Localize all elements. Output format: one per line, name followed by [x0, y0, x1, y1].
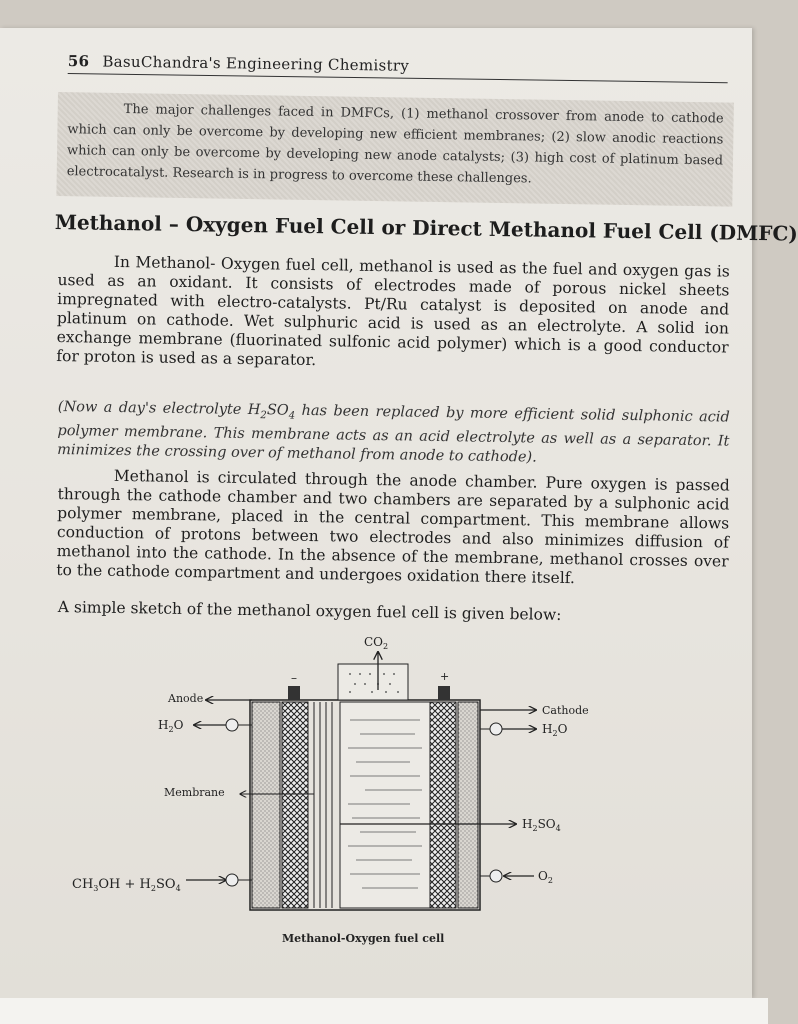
- section-title: Methanol – Oxygen Fuel Cell or Direct Methanol Fuel Cell (DMFC): [54, 210, 798, 246]
- co2-label: $CO_2$: [364, 635, 389, 651]
- h2so4-label: $H_2SO_4$: [522, 817, 561, 833]
- h2o-out-right-label: $H_2O$: [542, 722, 568, 738]
- right-outlet-port: [490, 723, 502, 735]
- paragraph-sketch-intro: A simple sketch of the methanol oxygen fuel cell is given below:: [57, 598, 562, 624]
- diagram-caption: Methanol-Oxygen fuel cell: [282, 932, 445, 945]
- challenges-note-text: The major challenges faced in DMFCs, (1) methanol crossover from anode to cathode which can only be overcome by developing new efficient membranes; (2) slow anodic reactions which can only be overcome by developing new anode catalysts; (3) high cost of platinum based electrocatalyst. Research is in progress to overcome these challenges.: [66, 102, 724, 187]
- anode-label: Anode: [168, 692, 204, 705]
- page-bottom-margin: [0, 998, 768, 1024]
- cathode-label: Cathode: [542, 704, 589, 717]
- oxygen-inlet-port: [490, 870, 502, 882]
- page-number: 56: [67, 52, 90, 71]
- negative-sign: –: [291, 671, 297, 685]
- paragraph-note-electrolyte: (Now a day's electrolyte $H_2SO_4$ has been replaced by more efficient solid sulphonic acid polymer membrane. This membrane acts as an acid electrolyte as well as a separator. It minimizes the crossing over of methanol from anode to cathode).: [57, 398, 730, 466]
- anode-compartment: [252, 702, 280, 908]
- book-title: BasuChandra's Engineering Chemistry: [102, 52, 410, 75]
- electrolyte-chamber: [340, 702, 430, 908]
- oxygen-label: $O_2$: [538, 869, 553, 885]
- challenges-note-box: [56, 92, 734, 207]
- cathode-electrode: [430, 702, 456, 908]
- fuel-inlet-label: $CH_3OH + H_2SO_4$: [72, 877, 181, 893]
- h2o-out-left-label: $H_2O$: [158, 718, 184, 734]
- membrane-label: Membrane: [164, 786, 225, 799]
- cathode-compartment: [458, 702, 478, 908]
- anode-electrode: [282, 702, 308, 908]
- co2-exhaust-chamber: [338, 664, 408, 700]
- negative-terminal: [288, 686, 300, 700]
- paragraph-working: Methanol is circulated through the anode chamber. Pure oxygen is passed through the cathode chamber and two chambers are separated by a sulphonic acid polymer membrane, placed in the central compartment. This membrane allows conduction of protons between two electrodes and also minimizes diffusion of methanol into the cathode. In the absence of the membrane, methanol crosses over to the cathode compartment and undergoes oxidation there itself.: [56, 466, 730, 588]
- positive-terminal: [438, 686, 450, 700]
- fuel-inlet-port: [226, 874, 238, 886]
- left-outlet-port: [226, 719, 238, 731]
- fuel-cell-diagram: [60, 630, 589, 960]
- paragraph-intro: In Methanol- Oxygen fuel cell, methanol is used as the fuel and oxygen gas is used as an oxidant. It consists of electrodes made of porous nickel sheets impregnated with electro-catalysts. Pt/Ru catalyst is deposited on anode and platinum on cathode. Wet sulphuric acid is used as an electrolyte. A solid ion exchange membrane (fluorinated sulfonic acid polymer) which is a good conductor for proton is used as a separator.: [56, 252, 730, 370]
- positive-sign: +: [440, 670, 450, 683]
